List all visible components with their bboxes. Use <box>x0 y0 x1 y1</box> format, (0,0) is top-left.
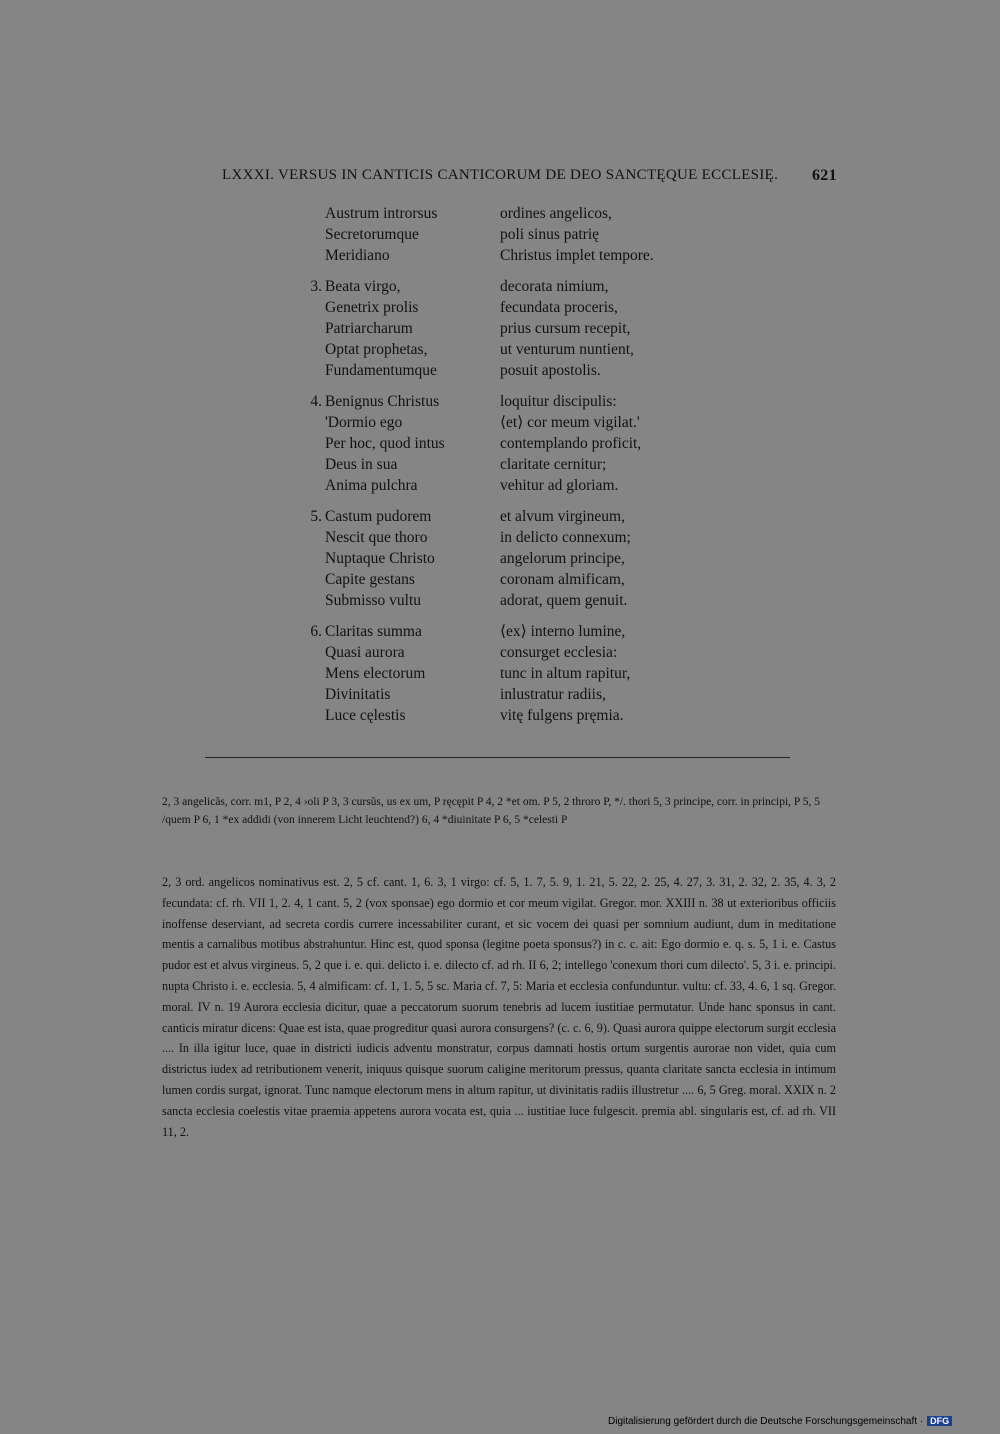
running-header <box>222 167 838 184</box>
verse-second-half: poli sinus patrię <box>500 225 600 243</box>
verse-first-half: Castum pudorem <box>325 508 432 526</box>
verse-line <box>296 340 716 361</box>
verse-first-half: Beata virgo, <box>325 278 401 296</box>
verse-second-half: et alvum virgineum, <box>500 508 625 526</box>
verse-first-half: 'Dormio ego <box>325 414 403 432</box>
verse-second-half: ut venturum nuntient, <box>500 340 634 358</box>
verse-line <box>296 246 716 267</box>
verse-line <box>296 319 716 340</box>
verse-first-half: Deus in sua <box>325 455 398 473</box>
verse-first-half: Nescit que thoro <box>325 529 428 547</box>
verse-line <box>296 664 716 685</box>
verse-line <box>296 570 716 591</box>
stanza <box>296 277 716 381</box>
header-title: LXXXI. VERSUS IN CANTICIS CANTICORUM DE DEO SANCTĘQUE ECCLESIĘ. <box>222 167 779 183</box>
stanza <box>296 204 716 266</box>
verse-first-half: Capite gestans <box>325 570 415 588</box>
verse-first-half: Per hoc, quod intus <box>325 434 445 452</box>
verse-line <box>296 392 716 413</box>
verse-first-half: Optat prophetas, <box>325 340 428 358</box>
verse-second-half: posuit apostolis. <box>500 361 601 379</box>
stanza-number: 3. <box>310 278 322 296</box>
verse-second-half: decorata nimium, <box>500 278 609 296</box>
verse-line <box>296 225 716 246</box>
verse-second-half: contemplando proficit, <box>500 434 642 452</box>
stanza-number: 5. <box>310 508 322 526</box>
verse-second-half: vitę fulgens pręmia. <box>500 706 624 724</box>
verse-line <box>296 685 716 706</box>
verse-second-half: claritate cernitur; <box>500 455 607 473</box>
verse-first-half: Quasi aurora <box>325 644 405 662</box>
verse-first-half: Patriarcharum <box>325 319 413 337</box>
verse-line <box>296 413 716 434</box>
stanza <box>296 507 716 611</box>
verse-first-half: Mens electorum <box>325 664 426 682</box>
verse-line <box>296 434 716 455</box>
verse-first-half: Claritas summa <box>325 623 422 641</box>
verse-line <box>296 361 716 382</box>
footer-text: Digitalisierung gefördert durch die Deutsche Forschungsgemeinschaft · <box>608 1416 924 1427</box>
verse-first-half: Luce cęlestis <box>325 706 406 724</box>
verse-second-half: inlustratur radiis, <box>500 685 606 703</box>
verse-line <box>296 455 716 476</box>
verse-first-half: Genetrix prolis <box>325 299 419 317</box>
verse-second-half: fecundata proceris, <box>500 299 618 317</box>
verse-line <box>296 706 716 727</box>
verse-line <box>296 507 716 528</box>
verse-first-half: Meridiano <box>325 246 390 264</box>
verse-first-half: Austrum introrsus <box>325 205 438 222</box>
verse-line <box>296 277 716 298</box>
verse-second-half: adorat, quem genuit. <box>500 591 628 609</box>
verse-first-half: Anima pulchra <box>325 476 418 494</box>
verse-line <box>296 476 716 497</box>
verse-line <box>296 204 716 225</box>
verse-second-half: angelorum principe, <box>500 549 625 567</box>
verse-first-half: Divinitatis <box>325 685 391 703</box>
verse-second-half: loquitur discipulis: <box>500 393 617 411</box>
verse-first-half: Fundamentumque <box>325 361 437 379</box>
stanza-number: 6. <box>310 623 322 641</box>
verse-second-half: consurget ecclesia: <box>500 644 618 662</box>
verse-block <box>296 204 716 737</box>
verse-second-half: tunc in altum rapitur, <box>500 664 631 682</box>
verse-first-half: Submisso vultu <box>325 591 422 609</box>
verse-second-half: ⟨et⟩ cor meum vigilat.' <box>500 414 640 432</box>
verse-first-half: Benignus Christus <box>325 393 440 411</box>
verse-line <box>296 622 716 643</box>
verse-second-half: Christus implet tempore. <box>500 246 654 264</box>
verse-second-half: ⟨ex⟩ interno lumine, <box>500 623 626 641</box>
verse-line <box>296 549 716 570</box>
verse-second-half: vehitur ad gloriam. <box>500 476 619 494</box>
verse-line <box>296 591 716 612</box>
digitization-footer <box>608 1416 952 1427</box>
verse-second-half: coronam almificam, <box>500 570 625 588</box>
verse-first-half: Nuptaque Christo <box>325 549 435 567</box>
verse-second-half: in delicto connexum; <box>500 529 631 547</box>
critical-apparatus: 2, 3 angelicãs, corr. m1, P 2, 4 ›oli P 3, 3 cursũs, us ex um, P ręcępit P 4, 2 *et om. P 5, 2 throro P, */. thori 5, 3 principe, corr. in principi, P 5, 5 /quem P 6, 1 *ex addidi (von innerem Licht leuchtend?) 6, 4 *diuinitate P 6, 5 *celesti P <box>162 796 820 826</box>
stanza <box>296 392 716 496</box>
verse-line <box>296 298 716 319</box>
verse-line <box>296 528 716 549</box>
stanza <box>296 622 716 726</box>
verse-second-half: ordines angelicos, <box>500 205 612 222</box>
stanza-number: 4. <box>310 393 322 411</box>
verse-line <box>296 643 716 664</box>
verse-second-half: prius cursum recepit, <box>500 319 631 337</box>
footnote-divider <box>205 757 790 758</box>
verse-first-half: Secretorumque <box>325 225 419 243</box>
dfg-logo: DFG <box>927 1416 952 1426</box>
commentary-notes: 2, 3 ord. angelicos nominativus est. 2, 5 cf. cant. 1, 6. 3, 1 virgo: cf. 5, 1. 7, 5. 9, 1. 21, 5. 22, 2. 25, 4. 27, 3. 31, 2. 32, 2. 35, 4. 3, 2 fecundata: cf. rh. VII 1, 2. 4, 1 cant. 5, 2 (vox sponsae) ego dormio et cor meum vigilat. Gregor. mor. XXIII n. 38 ut exterioribus officiis inoffense deserviant, ad secreta cordis currere incessabiliter curant, et sic vocem dei quasi per somnium audiunt, dum in meditatione mentis a carnalibus motibus abstrahuntur. Hinc est, quod sponsa (legitne poeta sponsus?) in c. c. ait: Ego dormio e. q. s. 5, 1 i. e. Castus pudor est et alvus virgineus. 5, 2 que i. e. qui. delicto i. e. dilecto cf. ad rh. II 6, 2; intellego 'conexum thori cum dilecto'. 5, 3 i. e. principi. nupta Christo i. e. ecclesia. 5, 4 almificam: cf. 1, 1. 5, 5 sc. Maria cf. 7, 5: Maria et ecclesia confunduntur. vultu: cf. 33, 4. 6, 1 sq. Gregor. moral. IV n. 19 Aurora ecclesia dicitur, quae a peccatorum suorum tenebris ad lucem iustitiae permutatur. Unde hanc sponsus in cant. canticis miratur dicens: Quae est ista, quae progreditur quasi aurora consurgens? (c. c. 6, 9). Quasi aurora quippe electorum surgit ecclesia .... In illa igitur luce, quae in districti iudicis adventu monstratur, corpus damnati hostis ortum surgentis aurorae non videt, quia cum districtus iudex ad retributionem venerit, iniquus quisque suorum caligine meritorum pressus, quanta claritate sancta ecclesia in intimum lumen cordis surgat, ignorat. Tunc namque electorum mens in altum rapitur, ut divinitatis radiis illustretur .... 6, 5 Greg. moral. XXIX n. 2 sancta ecclesia coelestis vitae praemia appetens aurora vocata est, quia ... iustitiae luce fulgescit. premia abl. singularis est, cf. ad rh. VII 11, 2. <box>162 875 836 1139</box>
page-number: 621 <box>812 167 837 184</box>
